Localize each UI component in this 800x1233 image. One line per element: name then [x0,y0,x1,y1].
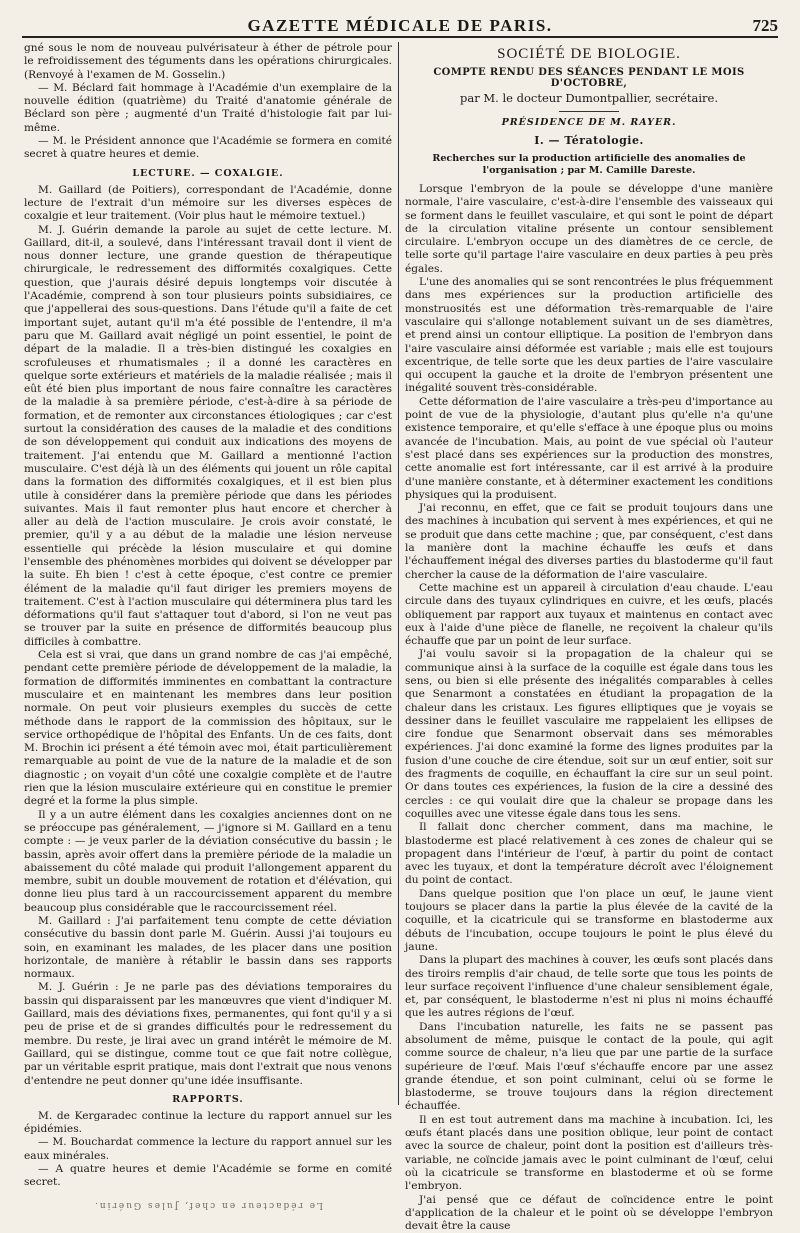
paragraph: M. Gaillard (de Poitiers), correspondant de l'Académie, donne lecture de l'extrait d'un mémoire sur les diverses espèces de coxalgie et leur traitement. (Voir plus haut le mémoire textuel.) [24,183,392,223]
article-title: Recherches sur la production artificielle des anomalies de l'organisation ; par M. Camille Dareste. [432,153,746,176]
paragraph: Cette machine est un appareil à circulation d'eau chaude. L'eau circule dans des tuyaux cylindriques en cuivre, et les œufs, placés obliquement par rapport aux tuyaux et maintenus en contact avec eux à l'aide d'une pièce de flanelle, ne reçoivent la chaleur qu'ils échauffe que par un point de leur surface. [405,581,773,648]
paragraph: Cela est si vrai, que dans un grand nombre de cas j'ai empêché, pendant cette première période de développement de la maladie, la formation de difformités imminentes en combattant la contracture musculaire et en maintenant les membres dans leur position normale. On peut voir plusieurs exemples du succès de cette méthode dans le rapport de la commission des hôpitaux, sur le service orthopédique de l'hôpital des Enfants. Un de ces faits, dont M. Brochin ici présent a été témoin avec moi, était particulièrement remarquable au point de vue de la nature de la maladie et de son diagnostic ; on voyait d'un côté une coxalgie complète et de l'autre rien que la lésion musculaire extérieure qui en constitue le premier degré et la forme la plus simple. [24,649,392,808]
paragraph: Lorsque l'embryon de la poule se développe d'une manière normale, l'aire vasculaire, c'est-à-dire l'ensemble des vaisseaux qui se forment dans le feuillet vasculaire, et qui sont le point de départ de la circulation vitaline présente un contour sensiblement circulaire. L'embryon occupe un des diamètres de ce cercle, de telle sorte qu'il partage l'aire vasculaire en deux parties à peu près égales. [405,183,773,275]
journal-title: GAZETTE MÉDICALE DE PARIS. [247,16,553,35]
paragraph: J'ai pensé que ce défaut de coïncidence entre le point d'application de la chaleur et le point où se développe l'embryon devait être la cause [405,1193,773,1233]
paragraph: Cette déformation de l'aire vasculaire a très-peu d'importance au point de vue de la physiologie, d'autant plus qu'elle n'a qu'une existence temporaire, et qu'elle s'efface à une époque plus ou moins avancée de l'incubation. Mais, au point de vue spécial où l'auteur s'est placé dans ses expériences sur la production des monstres, cette anomalie est fort intéressante, car il est arrivé à la produire d'une manière constante, et à déterminer exactement les conditions physiques qui la produisent. [405,395,773,501]
page-number: 725 [752,16,778,35]
masthead [22,12,778,38]
report-title: COMPTE RENDU DES SÉANCES PENDANT LE MOIS D'OCTOBRE, [433,67,745,89]
paragraph: M. de Kergaradec continue la lecture du rapport annuel sur les épidémies. [24,1109,392,1136]
paragraph: gné sous le nom de nouveau pulvérisateur à éther de pétrole pour le refroidissement des téguments dans les opérations chirurgicales. (Renvoyé à l'examen de M. Gosselin.) [24,42,392,81]
paragraph: Dans quelque position que l'on place un œuf, le jaune vient toujours se placer dans la partie la plus élevée de la cavité de la coquille, et la cicatricule qui se transforme en blastoderme aux débuts de l'incubation, occupe toujours le point le plus élevé du jaune. [405,887,773,953]
paragraph: — A quatre heures et demie l'Académie se forme en comité secret. [24,1163,392,1189]
right-column [399,42,779,1233]
separator [559,111,619,112]
paragraph: — M. Bouchardat commence la lecture du rapport annuel sur les eaux minérales. [24,1136,392,1162]
paragraph: M. Gaillard : J'ai parfaitement tenu compte de cette déviation consécutive du bassin dont parle M. Guérin. Aussi j'ai toujours eu soin, en examinant les malades, de les placer dans une position horizontale, de manière à rétablir le bassin dans ses rapports normaux. [24,915,392,981]
left-column [18,42,398,1210]
paragraph: Dans l'incubation naturelle, les faits ne se passent pas absolument de même, puisque le contact de la poule, qui agit comme source de chaleur, n'a lieu que par une partie de la surface supérieure de l'œuf. Mais l'œuf s'échauffe encore par une assez grande étendue, et son point culminant, celui où se forme le blastoderme, se trouve toujours dans la région directement échauffée. [405,1020,773,1113]
section-heading: LECTURE. — COXALGIE. [132,167,284,179]
paragraph: M. J. Guérin : Je ne parle pas des déviations temporaires du bassin qui disparaissent par les manœuvres que vient d'indiquer M. Gaillard, mais des déviations fixes, permanentes, qui font qu'il y a si peu de prise et de si grandes difficultés pour le redressement du membre. Du reste, je lirai avec un grand intérêt le mémoire de M. Gaillard, qui se distingue, comme tout ce que fait notre collègue, par un véritable esprit pratique, mais dont l'extrait que nous venons d'entendre ne peut donner qu'une idée insuffisante. [24,981,392,1087]
paragraph: Dans la plupart des machines à couver, les œufs sont placés dans des tiroirs remplis d'air chaud, de telle sorte que tous les points de leur surface reçoivent l'influence d'une chaleur sensiblement égale, et, par conséquent, le blastoderme n'est ni plus ni moins échauffé que les autres régions de l'œuf. [405,954,773,1020]
paragraph: Il en est tout autrement dans ma machine à incubation. Ici, les œufs étant placés dans une position oblique, leur point de contact avec la source de chaleur, point dont la position est d'ailleurs très-variable, ne coïncide jamais avec le point culminant de l'œuf, celui où la cicatricule se transforme en blastoderme et où se forme l'embryon. [405,1113,773,1193]
columns [18,42,782,1233]
editor-signature: Le rédacteur en chef, Jules Guérin. [93,1199,323,1210]
section-heading: RAPPORTS. [172,1093,244,1105]
presidence: PRÉSIDENCE DE M. RAYER. [501,117,677,128]
report-author: par M. le docteur Dumontpallier, secrétaire. [460,91,718,105]
paragraph: J'ai reconnu, en effet, que ce fait se produit toujours dans une des machines à incubation qui servent à mes expériences, et qui ne se produit que dans cette machine ; que, par conséquent, c'est dans la manière dont la machine échauffe les œufs et dans l'échauffement inégal des diverses parties du blastoderme qu'il faut chercher la cause de la déformation de l'aire vasculaire. [405,502,773,581]
paragraph: — M. Béclard fait hommage à l'Académie d'un exemplaire de la nouvelle édition (quatrième) du Traité d'anatomie générale de Béclard son père ; augmenté d'un Traité d'histologie fait par lui-même. [24,81,392,134]
paragraph: M. J. Guérin demande la parole au sujet de cette lecture. M. Gaillard, dit-il, a soulevé, dans l'intéressant travail dont il vient de nous donner lecture, une grande question de thérapeutique chirurgicale, le redressement des difformités coxalgiques. Cette question, que j'aurais désiré depuis longtemps voir discutée à l'Académie, comprend à son tour plusieurs points subsidiaires, ce que j'appellerai des sous-questions. Dans l'étude qu'il a faite de cet important sujet, autant qu'il m'a été possible de l'entendre, il m'a paru que M. Gaillard avait négligé un point essentiel, le point de départ de la maladie. Il a très-bien distingué les coxalgies en scrofuleuses et rhumatismales ; il a donné les caractères en quelque sorte extérieurs et matériels de la maladie réalisée ; mais il eût été bien plus important de nous faire connaître les caractères de la maladie à sa première période, c'est-à-dire à sa période de formation, et de remonter aux circonstances étiologiques ; car c'est surtout la considération des causes de la maladie et des conditions de son développement qui conduit aux indications des moyens de traitement. J'ai entendu que M. Gaillard a mentionné l'action musculaire. C'est déjà là un des éléments qui jouent un rôle capital dans la formation des difformités coxalgiques, et il est bien plus utile à considérer dans la première période que dans les périodes suivantes. Mais il faut remonter plus haut encore et chercher à aller au delà de l'action musculaire. Je crois avoir constaté, le premier, qu'il y a au début de la maladie une lésion nerveuse essentielle qui précède la lésion musculaire et qui domine l'ensemble des phénomènes morbides qui doivent se développer par la suite. Eh bien ! c'est à cette époque, c'est contre ce premier élément de la maladie qu'il faut diriger les premiers moyens de traitement. C'est à l'action musculaire qui déterminera plus tard les déformations qu'il faut s'attaquer tout d'abord, si l'on ne veut pas se trouver par la suite en présence de difformités beaucoup plus difficiles à combattre. [24,223,392,648]
paragraph: J'ai voulu savoir si la propagation de la chaleur qui se communique ainsi à la surface de la coquille est égale dans tous les sens, ou bien si elle présente des inégalités comparables à celles que Senarmont a constatées en étudiant la propagation de la chaleur dans les cristaux. Les figures elliptiques que je voyais se dessiner dans le feuillet vasculaire me rappelaient les ellipses de cire fondue que Senarmont observait dans ses mémorables expériences. J'ai donc examiné la forme des lignes produites par la fusion d'une couche de cire étendue, soit sur un œuf entier, soit sur des fragments de coquille, en échauffant la cire sur un seul point. Or dans toutes ces expériences, la fusion de la cire a dessiné des cercles : ce qui voulait dire que la chaleur se propage dans les coquilles avec une vitesse égale dans tous les sens. [405,648,773,820]
society-heading: SOCIÉTÉ DE BIOLOGIE. [497,46,681,62]
paragraph: L'une des anomalies qui se sont rencontrées le plus fréquemment dans mes expériences sur la production artificielle des monstruosités est une déformation très-remarquable de l'aire vasculaire qui s'allonge notablement suivant un de ses diamètres, et prend ainsi un contour elliptique. La position de l'embryon dans l'aire vasculaire ainsi déformée est variable ; mais elle est toujours excentrique, de telle sorte que les deux parties de l'aire vasculaire qui occupent la gauche et la droite de l'embryon présentent une inégalité souvent très-considérable. [405,276,773,395]
section-heading: I. — Tératologie. [534,134,644,147]
paragraph: Il fallait donc chercher comment, dans ma machine, le blastoderme est placé relativement à ces zones de chaleur qui se propagent dans l'intérieur de l'œuf, à partir du point de contact avec les tuyaux, et dont la température décroît avec l'éloignement du point de contact. [405,821,773,887]
paragraph: Il y a un autre élément dans les coxalgies anciennes dont on ne se préoccupe pas généralement, — j'ignore si M. Gaillard en a tenu compte : — je veux parler de la déviation consécutive du bassin ; le bassin, après avoir offert dans la première période de la maladie un abaissement du côté malade qui produit l'allongement apparent du membre, subit un double mouvement de rotation et d'élévation, qui donne lieu plus tard à un raccourcissement apparent du membre beaucoup plus considérable que le raccourcissement réel. [24,808,392,914]
paragraph: — M. le Président annonce que l'Académie se formera en comité secret à quatre heures et demie. [24,135,392,161]
